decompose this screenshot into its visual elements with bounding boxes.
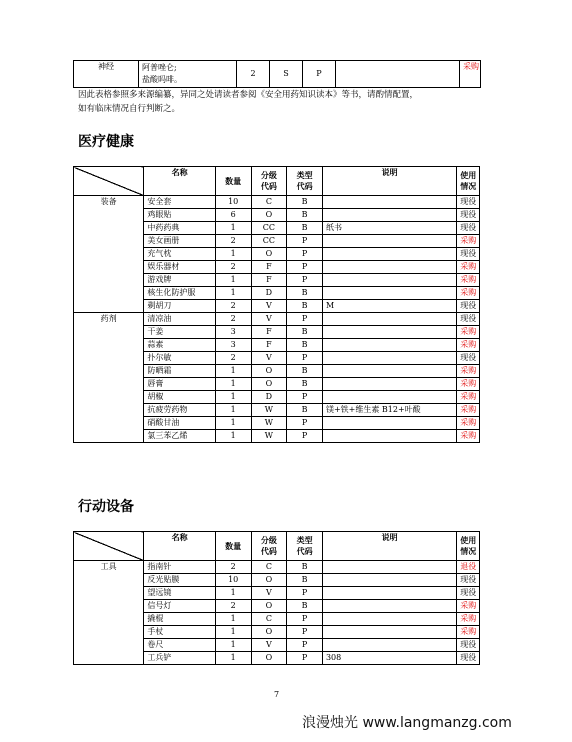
status-cell: 现役 bbox=[457, 248, 480, 261]
type-code-cell: P bbox=[287, 626, 323, 639]
item-name-cell: 充气枕 bbox=[144, 248, 215, 261]
fragment-type: P bbox=[303, 61, 336, 88]
class-code-cell: C bbox=[251, 561, 287, 574]
header-use-status bbox=[457, 532, 480, 561]
qty-cell: 2 bbox=[215, 600, 251, 613]
desc-cell: 镁+铁+维生素 B12+叶酸 bbox=[322, 404, 456, 417]
qty-cell: 2 bbox=[215, 313, 251, 326]
category-cell: 装备 bbox=[74, 196, 144, 313]
item-name-cell: 手杖 bbox=[144, 626, 215, 639]
qty-cell: 2 bbox=[215, 352, 251, 365]
type-code-cell: P bbox=[287, 391, 323, 404]
medical-table bbox=[73, 166, 480, 443]
category-cell: 药剂 bbox=[74, 313, 144, 443]
class-code-cell: W bbox=[251, 404, 287, 417]
header-desc-line-1: 说明 bbox=[381, 168, 398, 177]
watermark: 浪漫烛光 www.langmanzg.com bbox=[302, 715, 512, 731]
class-code-cell: V bbox=[251, 313, 287, 326]
type-code-cell: B bbox=[287, 600, 323, 613]
status-cell: 现役 bbox=[457, 587, 480, 600]
header-use-status-line-2: 情况 bbox=[460, 182, 477, 191]
qty-cell: 1 bbox=[215, 378, 251, 391]
class-code-cell: CC bbox=[251, 222, 287, 235]
fragment-desc bbox=[336, 61, 460, 88]
status-cell: 现役 bbox=[457, 209, 480, 222]
desc-cell bbox=[322, 352, 456, 365]
class-code-cell: O bbox=[251, 600, 287, 613]
category-cell: 工具 bbox=[74, 561, 144, 665]
header-row bbox=[74, 167, 480, 196]
type-code-cell: P bbox=[287, 639, 323, 652]
item-name-cell: 指南针 bbox=[144, 561, 215, 574]
item-name-cell: 娱乐器材 bbox=[144, 261, 215, 274]
type-code-cell: B bbox=[287, 365, 323, 378]
header-class-code bbox=[251, 167, 287, 196]
item-name-cell: 工兵铲 bbox=[144, 652, 215, 665]
header-name-line-1: 名称 bbox=[171, 533, 188, 542]
header-type-code-line-2: 代码 bbox=[296, 182, 313, 191]
header-desc bbox=[322, 532, 456, 561]
status-cell: 现役 bbox=[457, 300, 480, 313]
class-code-cell: CC bbox=[251, 235, 287, 248]
qty-cell: 1 bbox=[215, 248, 251, 261]
type-code-cell: B bbox=[287, 209, 323, 222]
class-code-cell: W bbox=[251, 430, 287, 443]
desc-cell bbox=[322, 261, 456, 274]
status-cell: 采购 bbox=[457, 613, 480, 626]
qty-cell: 1 bbox=[215, 391, 251, 404]
status-cell: 采购 bbox=[457, 417, 480, 430]
class-code-cell: F bbox=[251, 261, 287, 274]
fragment-qty: 2 bbox=[237, 61, 270, 88]
desc-cell bbox=[322, 574, 456, 587]
header-qty-line-1: 数量 bbox=[225, 541, 242, 551]
status-cell: 现役 bbox=[457, 639, 480, 652]
qty-cell: 1 bbox=[215, 652, 251, 665]
header-type-code-line-1: 类型 bbox=[296, 536, 313, 545]
qty-cell: 1 bbox=[215, 626, 251, 639]
header-class-code-line-2: 代码 bbox=[260, 182, 277, 191]
class-code-cell: F bbox=[251, 339, 287, 352]
qty-cell: 2 bbox=[215, 561, 251, 574]
status-cell: 退役 bbox=[457, 561, 480, 574]
desc-cell bbox=[322, 613, 456, 626]
header-qty bbox=[215, 167, 251, 196]
header-diagonal-cell bbox=[74, 167, 144, 196]
class-code-cell: C bbox=[251, 613, 287, 626]
desc-cell bbox=[322, 391, 456, 404]
header-desc bbox=[322, 167, 456, 196]
desc-cell bbox=[322, 639, 456, 652]
class-code-cell: V bbox=[251, 639, 287, 652]
status-cell: 采购 bbox=[457, 326, 480, 339]
qty-cell: 10 bbox=[215, 574, 251, 587]
header-class-code-line-2: 代码 bbox=[260, 547, 277, 556]
item-name-cell: 扑尔敏 bbox=[144, 352, 215, 365]
qty-cell: 1 bbox=[215, 430, 251, 443]
desc-cell bbox=[322, 248, 456, 261]
qty-cell: 10 bbox=[215, 196, 251, 209]
desc-cell bbox=[322, 417, 456, 430]
status-cell: 采购 bbox=[457, 430, 480, 443]
status-cell: 采购 bbox=[457, 391, 480, 404]
status-cell: 采购 bbox=[457, 404, 480, 417]
qty-cell: 1 bbox=[215, 404, 251, 417]
item-name-cell: 美女画册 bbox=[144, 235, 215, 248]
qty-cell: 3 bbox=[215, 339, 251, 352]
qty-cell: 1 bbox=[215, 222, 251, 235]
item-name-cell: 卷尺 bbox=[144, 639, 215, 652]
class-code-cell: O bbox=[251, 574, 287, 587]
header-qty-line-1: 数量 bbox=[225, 176, 242, 186]
table-row bbox=[74, 313, 480, 326]
type-code-cell: P bbox=[287, 430, 323, 443]
class-code-cell: C bbox=[251, 196, 287, 209]
class-code-cell: F bbox=[251, 326, 287, 339]
desc-cell: 纸书 bbox=[322, 222, 456, 235]
desc-cell bbox=[322, 587, 456, 600]
status-cell: 采购 bbox=[457, 626, 480, 639]
table-row bbox=[74, 561, 480, 574]
type-code-cell: P bbox=[287, 652, 323, 665]
class-code-cell: O bbox=[251, 652, 287, 665]
item-name-cell: 信号灯 bbox=[144, 600, 215, 613]
status-cell: 采购 bbox=[457, 600, 480, 613]
top-fragment-table bbox=[73, 60, 481, 88]
type-code-cell: P bbox=[287, 352, 323, 365]
qty-cell: 6 bbox=[215, 209, 251, 222]
type-code-cell: P bbox=[287, 261, 323, 274]
class-code-cell: V bbox=[251, 352, 287, 365]
type-code-cell: P bbox=[287, 613, 323, 626]
qty-cell: 2 bbox=[215, 235, 251, 248]
item-name-cell: 安全套 bbox=[144, 196, 215, 209]
type-code-cell: B bbox=[287, 404, 323, 417]
header-type-code-line-2: 代码 bbox=[296, 547, 313, 556]
type-code-cell: P bbox=[287, 313, 323, 326]
type-code-cell: B bbox=[287, 222, 323, 235]
note-paragraph bbox=[78, 88, 418, 116]
qty-cell: 2 bbox=[215, 261, 251, 274]
desc-cell bbox=[322, 339, 456, 352]
desc-cell bbox=[322, 600, 456, 613]
type-code-cell: B bbox=[287, 300, 323, 313]
class-code-cell: D bbox=[251, 391, 287, 404]
desc-cell bbox=[322, 430, 456, 443]
status-cell: 采购 bbox=[457, 235, 480, 248]
desc-cell: 308 bbox=[322, 652, 456, 665]
fragment-status: 采购 bbox=[460, 61, 481, 88]
desc-cell bbox=[322, 365, 456, 378]
type-code-cell: B bbox=[287, 339, 323, 352]
class-code-cell: O bbox=[251, 209, 287, 222]
fragment-name bbox=[139, 61, 237, 88]
qty-cell: 1 bbox=[215, 639, 251, 652]
header-type-code bbox=[287, 167, 323, 196]
type-code-cell: P bbox=[287, 274, 323, 287]
item-name-cell: 反光贴膜 bbox=[144, 574, 215, 587]
header-qty bbox=[215, 532, 251, 561]
qty-cell: 1 bbox=[215, 587, 251, 600]
item-name-cell: 唇膏 bbox=[144, 378, 215, 391]
page-number: 7 bbox=[274, 690, 280, 699]
desc-cell bbox=[322, 235, 456, 248]
status-cell: 现役 bbox=[457, 222, 480, 235]
item-name-cell: 中药药典 bbox=[144, 222, 215, 235]
type-code-cell: B bbox=[287, 561, 323, 574]
class-code-cell: F bbox=[251, 274, 287, 287]
header-diagonal-cell bbox=[74, 532, 144, 561]
header-type-code-line-1: 类型 bbox=[296, 171, 313, 180]
header-type-code bbox=[287, 532, 323, 561]
item-name-cell: 鸡眼贴 bbox=[144, 209, 215, 222]
header-row bbox=[74, 532, 480, 561]
item-name-cell: 撬棍 bbox=[144, 613, 215, 626]
type-code-cell: B bbox=[287, 196, 323, 209]
header-name-line-1: 名称 bbox=[171, 168, 188, 177]
status-cell: 采购 bbox=[457, 378, 480, 391]
fragment-name-line-1: 阿普唑仑; bbox=[142, 63, 177, 72]
status-cell: 现役 bbox=[457, 574, 480, 587]
section-title-medical: 医疗健康 bbox=[78, 134, 134, 150]
note-line-1: 因此表格参照多来源编纂，异同之处请读者参阅《安全用药知识读本》等书，请酌情配置， bbox=[78, 90, 419, 100]
status-cell: 采购 bbox=[457, 339, 480, 352]
fragment-name-line-2: 盐酸吗啡。 bbox=[142, 75, 182, 84]
header-class-code-line-1: 分级 bbox=[260, 171, 277, 180]
qty-cell: 1 bbox=[215, 287, 251, 300]
desc-cell bbox=[322, 287, 456, 300]
desc-cell: M bbox=[322, 300, 456, 313]
qty-cell: 1 bbox=[215, 274, 251, 287]
item-name-cell: 剃胡刀 bbox=[144, 300, 215, 313]
qty-cell: 2 bbox=[215, 300, 251, 313]
class-code-cell: D bbox=[251, 287, 287, 300]
desc-cell bbox=[322, 626, 456, 639]
class-code-cell: O bbox=[251, 365, 287, 378]
item-name-cell: 氯三苯乙烯 bbox=[144, 430, 215, 443]
status-cell: 现役 bbox=[457, 352, 480, 365]
status-cell: 采购 bbox=[457, 274, 480, 287]
qty-cell: 3 bbox=[215, 326, 251, 339]
class-code-cell: V bbox=[251, 300, 287, 313]
item-name-cell: 游戏牌 bbox=[144, 274, 215, 287]
header-class-code-line-1: 分级 bbox=[260, 536, 277, 545]
class-code-cell: V bbox=[251, 587, 287, 600]
qty-cell: 1 bbox=[215, 613, 251, 626]
class-code-cell: W bbox=[251, 417, 287, 430]
type-code-cell: B bbox=[287, 287, 323, 300]
desc-cell bbox=[322, 561, 456, 574]
item-name-cell: 防晒霜 bbox=[144, 365, 215, 378]
type-code-cell: B bbox=[287, 378, 323, 391]
header-use-status bbox=[457, 167, 480, 196]
header-desc-line-1: 说明 bbox=[381, 533, 398, 542]
item-name-cell: 硝酸甘油 bbox=[144, 417, 215, 430]
status-cell: 现役 bbox=[457, 652, 480, 665]
class-code-cell: O bbox=[251, 626, 287, 639]
section-title-mobility: 行动设备 bbox=[78, 499, 134, 515]
item-name-cell: 胡椒 bbox=[144, 391, 215, 404]
item-name-cell: 望远镜 bbox=[144, 587, 215, 600]
header-class-code bbox=[251, 532, 287, 561]
desc-cell bbox=[322, 326, 456, 339]
item-name-cell: 抗疲劳药物 bbox=[144, 404, 215, 417]
class-code-cell: O bbox=[251, 248, 287, 261]
status-cell: 采购 bbox=[457, 365, 480, 378]
header-use-status-line-2: 情况 bbox=[460, 547, 477, 556]
header-use-status-line-1: 使用 bbox=[460, 171, 477, 180]
note-line-2: 如有临床情况自行判断之。 bbox=[78, 104, 181, 114]
item-name-cell: 干姜 bbox=[144, 326, 215, 339]
item-name-cell: 蒜素 bbox=[144, 339, 215, 352]
type-code-cell: P bbox=[287, 235, 323, 248]
header-name bbox=[144, 532, 215, 561]
item-name-cell: 清凉油 bbox=[144, 313, 215, 326]
desc-cell bbox=[322, 274, 456, 287]
table-row bbox=[74, 196, 480, 209]
type-code-cell: P bbox=[287, 587, 323, 600]
type-code-cell: P bbox=[287, 248, 323, 261]
type-code-cell: P bbox=[287, 417, 323, 430]
class-code-cell: O bbox=[251, 378, 287, 391]
item-name-cell: 核生化防护服 bbox=[144, 287, 215, 300]
header-name bbox=[144, 167, 215, 196]
fragment-class: S bbox=[270, 61, 303, 88]
desc-cell bbox=[322, 196, 456, 209]
desc-cell bbox=[322, 378, 456, 391]
desc-cell bbox=[322, 313, 456, 326]
type-code-cell: B bbox=[287, 326, 323, 339]
status-cell: 现役 bbox=[457, 313, 480, 326]
status-cell: 现役 bbox=[457, 196, 480, 209]
desc-cell bbox=[322, 209, 456, 222]
header-use-status-line-1: 使用 bbox=[460, 536, 477, 545]
type-code-cell: B bbox=[287, 574, 323, 587]
status-cell: 采购 bbox=[457, 261, 480, 274]
status-cell: 采购 bbox=[457, 287, 480, 300]
qty-cell: 1 bbox=[215, 417, 251, 430]
fragment-category: 神经 bbox=[74, 61, 139, 88]
qty-cell: 1 bbox=[215, 365, 251, 378]
mobility-table bbox=[73, 531, 480, 665]
